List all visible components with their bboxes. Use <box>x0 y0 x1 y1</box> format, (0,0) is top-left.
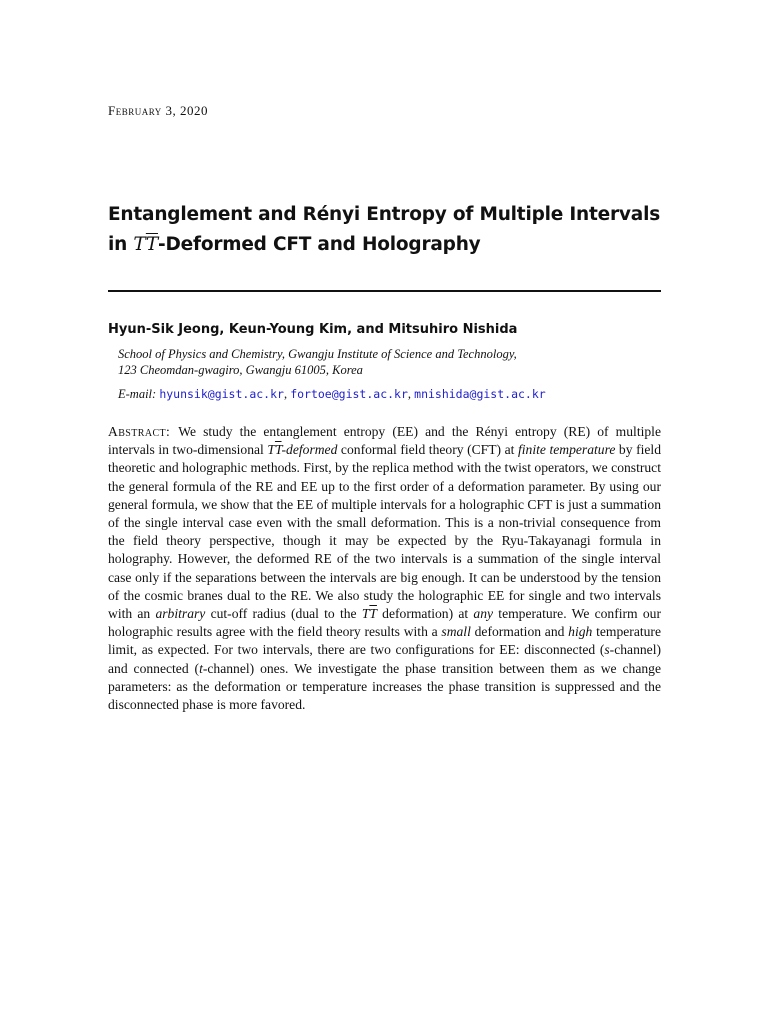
paper-page <box>108 0 661 1024</box>
abstract-text: deformation) at <box>376 606 474 622</box>
title-line-2 <box>108 230 668 260</box>
authors: Hyun-Sik Jeong, Keun-Young Kim, and Mitsuhiro Nishida <box>108 322 518 337</box>
affiliation-line-2: 123 Cheomdan-gwagiro, Gwangju 61005, Korea <box>118 363 363 377</box>
title-line-1: Entanglement and Rényi Entropy of Multiple Intervals <box>108 204 661 225</box>
abstract <box>108 423 661 714</box>
abstract-emphasis: arbitrary <box>155 606 206 622</box>
abstract-text: -channel) and connected ( <box>108 642 661 676</box>
abstract-text: cut-off radius (dual to the <box>205 606 362 622</box>
abstract-emphasis: t <box>199 660 203 676</box>
abstract-emphasis: any <box>473 606 494 622</box>
abstract-text: temperature limit, as expected. For two intervals, there are two configurations for EE: disconnected ( <box>108 624 661 658</box>
affiliation-line-1: School of Physics and Chemistry, Gwangju Institute of Science and Technology, <box>118 347 517 361</box>
email-label: E-mail: <box>118 387 157 401</box>
email-block <box>118 387 546 402</box>
date: February 3, 2020 <box>108 103 208 118</box>
tt-math: $T\overline{T}$ <box>267 442 282 458</box>
abstract-emphasis: finite temperature <box>517 442 616 458</box>
affiliation <box>118 346 648 378</box>
abstract-text: by field theoretic and holographic methods. First, by the replica method with the twist operators, we construct the general formula of the RE and EE up to the first order of a deformation parameter. By using our general formula, we show that the EE of multiple intervals for a holographic CFT is just a summation of the single interval case even with the small deformation. This is a non-trivial consequence from the field theory perspective, though it may be expected by the Ryu-Takayanagi formula in holography. However, the deformed RE of the two intervals is a summation of the single interval case only if the separations between the intervals are big enough. It can be understood by the tension of the cosmic branes dual to the RE. We also study the holographic EE for single and two intervals with an <box>108 442 661 622</box>
abstract-emphasis: s <box>604 642 610 658</box>
email-link-1[interactable]: hyunsik@gist.ac.kr <box>159 387 284 401</box>
abstract-text: deformation and <box>470 624 569 640</box>
abstract-heading: Abstract: <box>108 424 171 439</box>
abstract-emphasis: high <box>568 624 593 640</box>
abstract-text: conformal field theory (CFT) at <box>337 442 518 458</box>
abstract-emphasis: -deformed <box>281 442 338 458</box>
title-rule <box>108 290 661 292</box>
abstract-text: We study the entanglement entropy (EE) and the Rényi entropy (RE) of multiple intervals in two-dimensional <box>108 424 661 458</box>
title-suffix: -Deformed CFT and Holography <box>157 234 481 255</box>
abstract-text: -channel) ones. We investigate the phase transition between them as we change parameters: as the deformation or temperature increases the phase transition is suppressed and the disconnected phase is more favored. <box>108 660 661 713</box>
title-tbar: $\overline{T}$ <box>145 234 158 255</box>
title-tt-math: $T\overline{T}$ <box>133 234 158 255</box>
email-link-2[interactable]: fortoe@gist.ac.kr <box>290 387 408 401</box>
abstract-text: temperature. We confirm our holographic results agree with the field theory results with a <box>108 606 661 640</box>
paper-title <box>108 200 668 260</box>
email-sep: , <box>407 387 415 401</box>
title-prefix: in <box>108 234 134 255</box>
email-link-3[interactable]: mnishida@gist.ac.kr <box>414 387 546 401</box>
abstract-emphasis: small <box>441 624 471 640</box>
email-sep: , <box>283 387 291 401</box>
tt-math: $T\overline{T}$ <box>361 606 377 622</box>
